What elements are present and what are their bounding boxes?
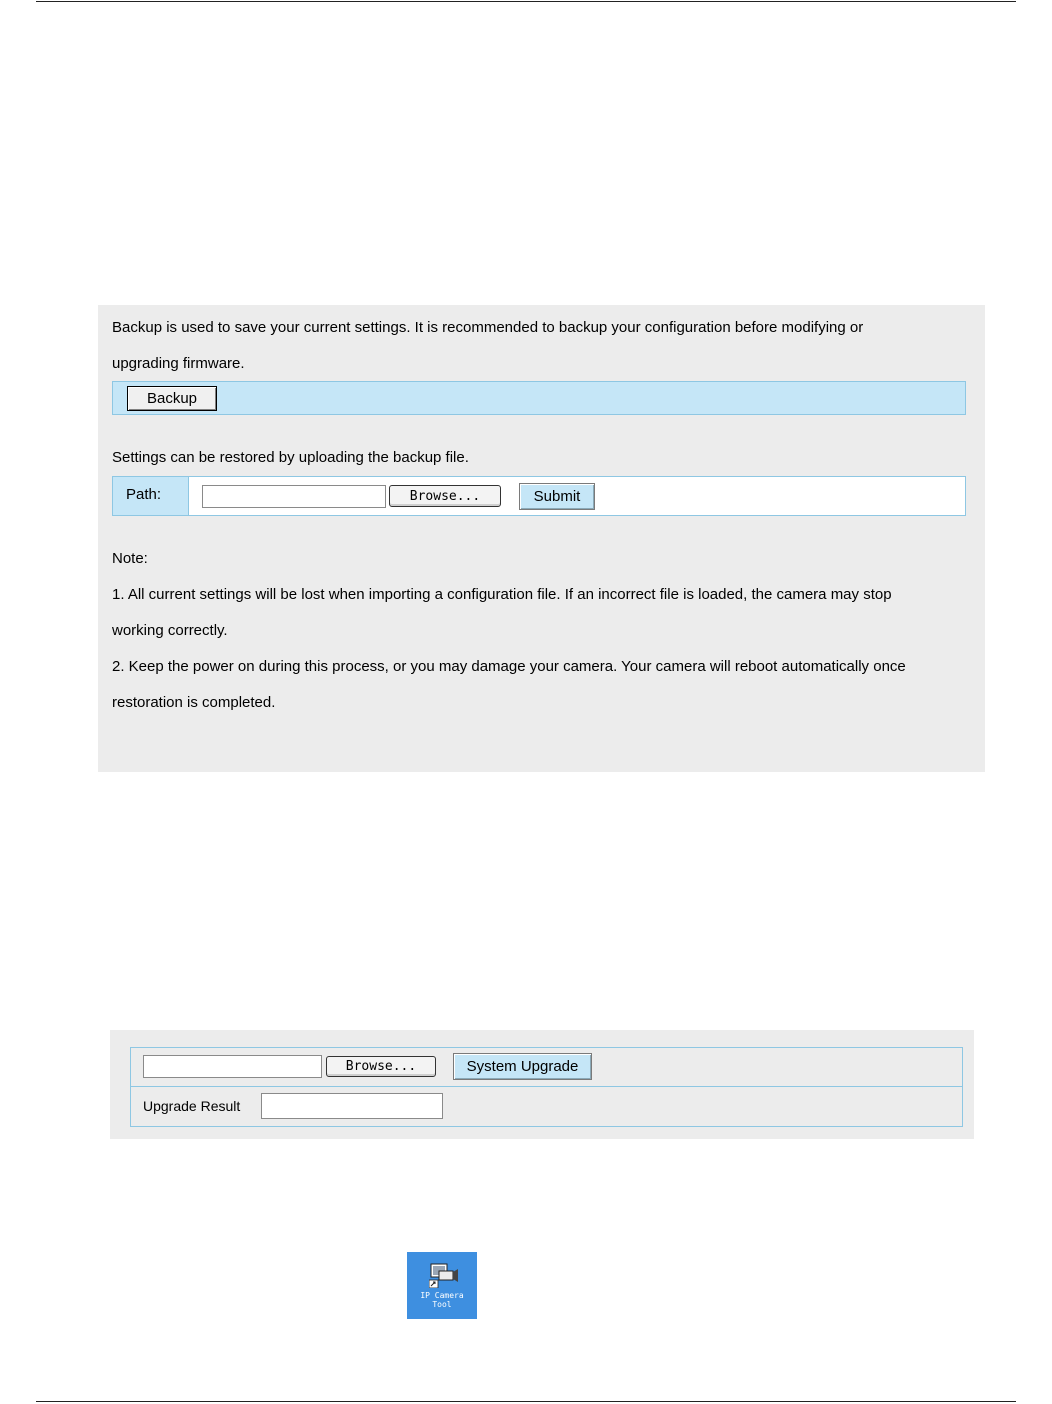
backup-button-bar bbox=[112, 381, 966, 415]
restore-browse-button[interactable]: Browse... bbox=[389, 485, 501, 507]
upgrade-result-field bbox=[261, 1093, 443, 1119]
note-1-line-1: 1. All current settings will be lost when importing a configuration file. If an incorrect file is loaded, the camera may stop bbox=[112, 586, 892, 603]
backup-button[interactable]: Backup bbox=[127, 386, 217, 411]
ip-camera-tool-label: IP Camera Tool bbox=[420, 1291, 464, 1309]
upgrade-result-label: Upgrade Result bbox=[143, 1098, 241, 1114]
note-1-line-2: working correctly. bbox=[112, 622, 228, 639]
upgrade-file-input[interactable] bbox=[143, 1055, 322, 1078]
restore-path-row bbox=[112, 476, 966, 516]
system-upgrade-button[interactable]: System Upgrade bbox=[453, 1053, 592, 1080]
backup-intro-line-2: upgrading firmware. bbox=[112, 355, 245, 372]
upgrade-result-row bbox=[131, 1087, 962, 1126]
ip-camera-tool-icon[interactable] bbox=[407, 1252, 477, 1319]
page-top-rule bbox=[36, 1, 1016, 2]
restore-description: Settings can be restored by uploading the backup file. bbox=[112, 449, 469, 466]
page-bottom-rule bbox=[36, 1401, 1016, 1402]
restore-submit-button[interactable]: Submit bbox=[519, 483, 595, 510]
restore-file-path-input[interactable] bbox=[202, 485, 386, 508]
backup-restore-panel bbox=[98, 305, 985, 772]
system-upgrade-panel bbox=[110, 1030, 974, 1139]
camera-icon bbox=[429, 1262, 459, 1288]
upgrade-table bbox=[130, 1047, 963, 1127]
upgrade-browse-button[interactable]: Browse... bbox=[326, 1056, 436, 1077]
note-title: Note: bbox=[112, 550, 148, 567]
note-2-line-2: restoration is completed. bbox=[112, 694, 276, 711]
path-label-cell bbox=[113, 477, 189, 515]
note-2-line-1: 2. Keep the power on during this process, or you may damage your camera. Your camera will reboot automatically once bbox=[112, 658, 906, 675]
path-label: Path: bbox=[126, 486, 162, 503]
backup-intro-line-1: Backup is used to save your current settings. It is recommended to backup your configuration before modifying or bbox=[112, 319, 864, 336]
upgrade-file-row bbox=[131, 1048, 962, 1087]
